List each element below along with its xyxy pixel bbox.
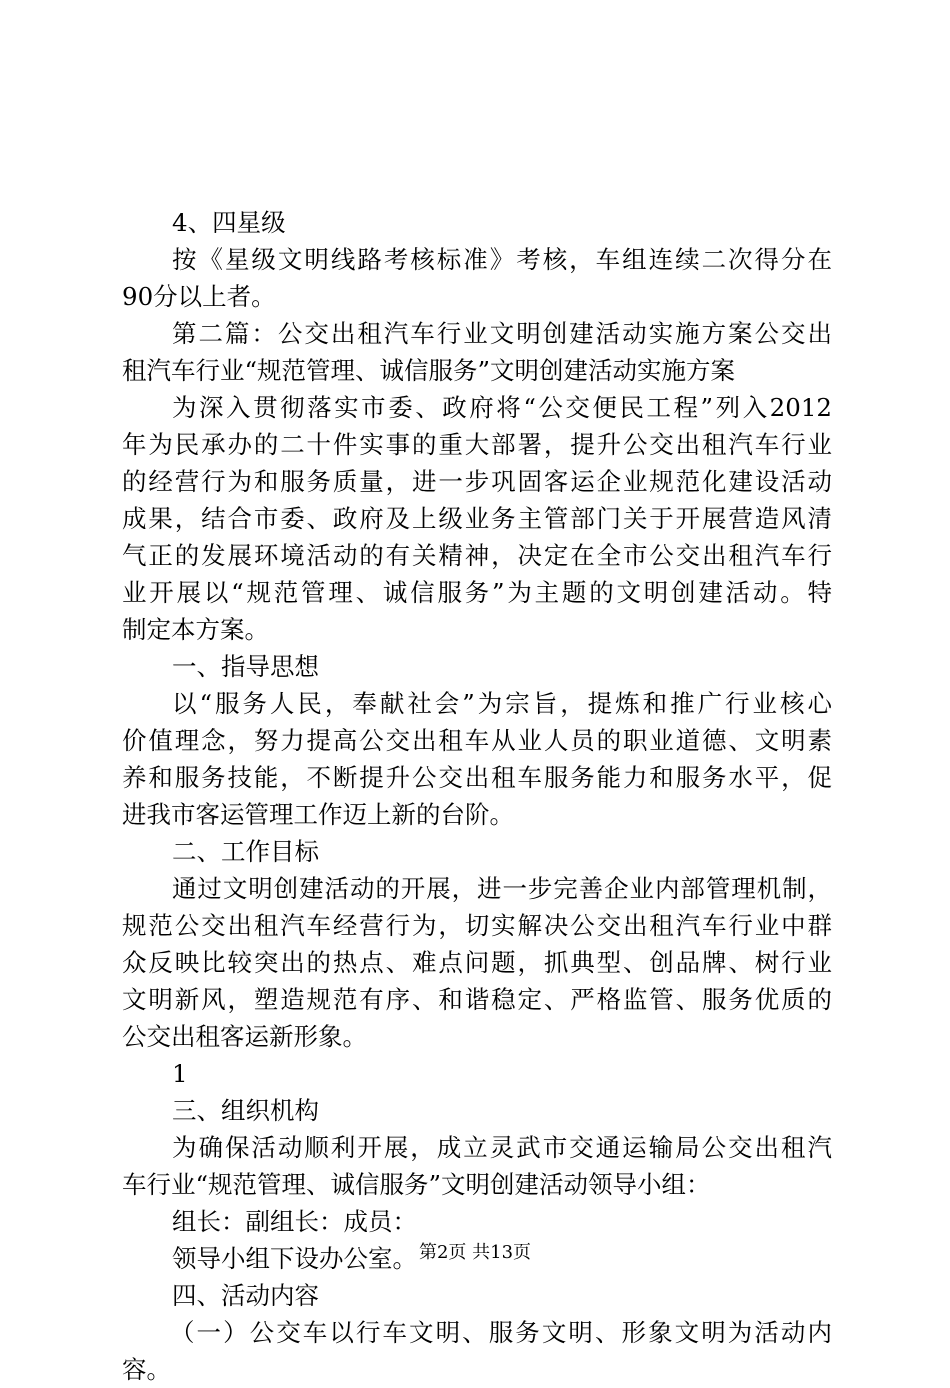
paragraph-line: 制定本方案。	[122, 615, 269, 644]
paragraph-line: （一）公交车以行车文明、服务文明、形象文明为活动内	[170, 1318, 832, 1347]
section-title-line: 租汽车行业“规范管理、诚信服务”文明创建活动实施方案	[122, 356, 736, 385]
paragraph-line: 气正的发展环境活动的有关精神，决定在全市公交出租汽车行	[122, 541, 832, 570]
paragraph-line: 规范公交出租汽车经营行为，切实解决公交出租汽车行业中群	[122, 911, 832, 940]
paragraph-line: 文明新风，塑造规范有序、和谐稳定、严格监管、服务优质的	[122, 985, 832, 1014]
paragraph-line: 的经营行为和服务质量，进一步巩固客运企业规范化建设活动	[122, 467, 832, 496]
paragraph-line: 年为民承办的二十件实事的重大部署，提升公交出租汽车行业	[122, 430, 832, 459]
paragraph-line: 90分以上者。	[122, 282, 276, 311]
paragraph-line: 容。	[122, 1355, 171, 1384]
document-body	[122, 204, 832, 1388]
paragraph-line: 价值理念，努力提高公交出租车从业人员的职业道德、文明素	[122, 726, 832, 755]
paragraph-line: 车行业“规范管理、诚信服务”文明创建活动领导小组：	[122, 1170, 711, 1199]
paragraph-line: 通过文明创建活动的开展，进一步完善企业内部管理机制，	[172, 874, 832, 903]
paragraph-line: 为确保活动顺利开展，成立灵武市交通运输局公交出租汽	[172, 1133, 832, 1162]
heading-activity-content: 四、活动内容	[172, 1281, 319, 1310]
paragraph-line: 按《星级文明线路考核标准》考核，车组连续二次得分在	[172, 245, 832, 274]
paragraph-line: 领导小组下设办公室。	[172, 1244, 417, 1273]
paragraph-line: 公交出租客运新形象。	[122, 1022, 367, 1051]
paragraph-line: 以“服务人民，奉献社会”为宗旨，提炼和推广行业核心	[172, 689, 832, 718]
paragraph-line: 业开展以“规范管理、诚信服务”为主题的文明创建活动。特	[122, 578, 832, 607]
heading-organization: 三、组织机构	[172, 1096, 319, 1125]
paragraph-line: 进我市客运管理工作迈上新的台阶。	[122, 800, 514, 829]
inline-page-number: 1	[172, 1059, 188, 1088]
paragraph-line: 成果，结合市委、政府及上级业务主管部门关于开展营造风清	[122, 504, 832, 533]
heading-guiding-ideology: 一、指导思想	[172, 652, 319, 681]
paragraph-line: 组长：副组长：成员：	[172, 1207, 417, 1236]
paragraph-line: 为深入贯彻落实市委、政府将“公交便民工程”列入2012	[172, 393, 832, 422]
heading-work-goals: 二、工作目标	[172, 837, 319, 866]
section-title-line: 第二篇：公交出租汽车行业文明创建活动实施方案公交出	[172, 319, 832, 348]
paragraph-line: 养和服务技能，不断提升公交出租车服务能力和服务水平，促	[122, 763, 832, 792]
heading-four-star: 4、四星级	[172, 208, 286, 237]
page-footer: 第2页 共13页	[418, 1242, 532, 1263]
paragraph-line: 众反映比较突出的热点、难点问题，抓典型、创品牌、树行业	[122, 948, 832, 977]
